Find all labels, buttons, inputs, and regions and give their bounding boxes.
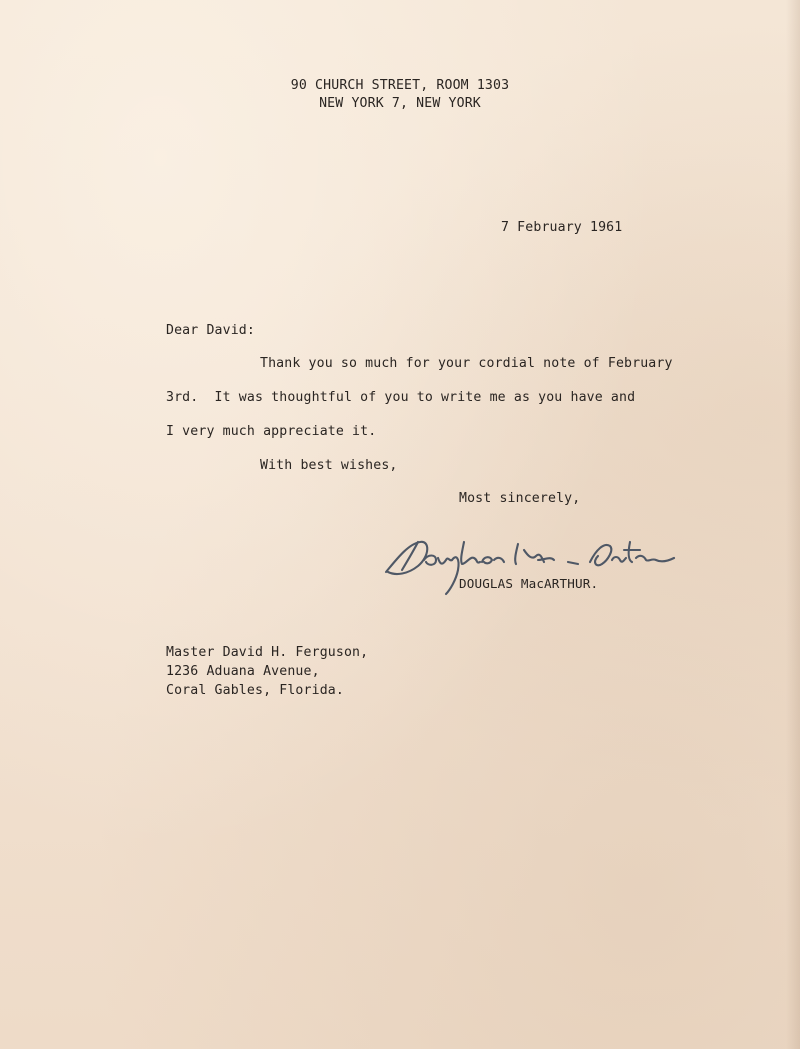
recipient-name: Master David H. Ferguson, [166, 645, 369, 660]
body-line-4: With best wishes, [260, 458, 398, 473]
body-line-3: I very much appreciate it. [166, 424, 377, 439]
recipient-street: 1236 Aduana Avenue, [166, 664, 320, 679]
typed-signature-name: DOUGLAS MacARTHUR. [459, 576, 599, 591]
letterhead-address-line-2: NEW YORK 7, NEW YORK [319, 96, 481, 111]
body-line-2: 3rd. It was thoughtful of you to write me as you have and [166, 390, 636, 405]
paper-edge-shadow [786, 0, 800, 1049]
salutation: Dear David: [166, 323, 255, 338]
body-line-1: Thank you so much for your cordial note of February [260, 356, 673, 371]
letter-date: 7 February 1961 [501, 220, 623, 235]
closing: Most sincerely, [459, 491, 581, 506]
recipient-city: Coral Gables, Florida. [166, 683, 344, 698]
letterhead-address-line-1: 90 CHURCH STREET, ROOM 1303 [290, 78, 510, 93]
